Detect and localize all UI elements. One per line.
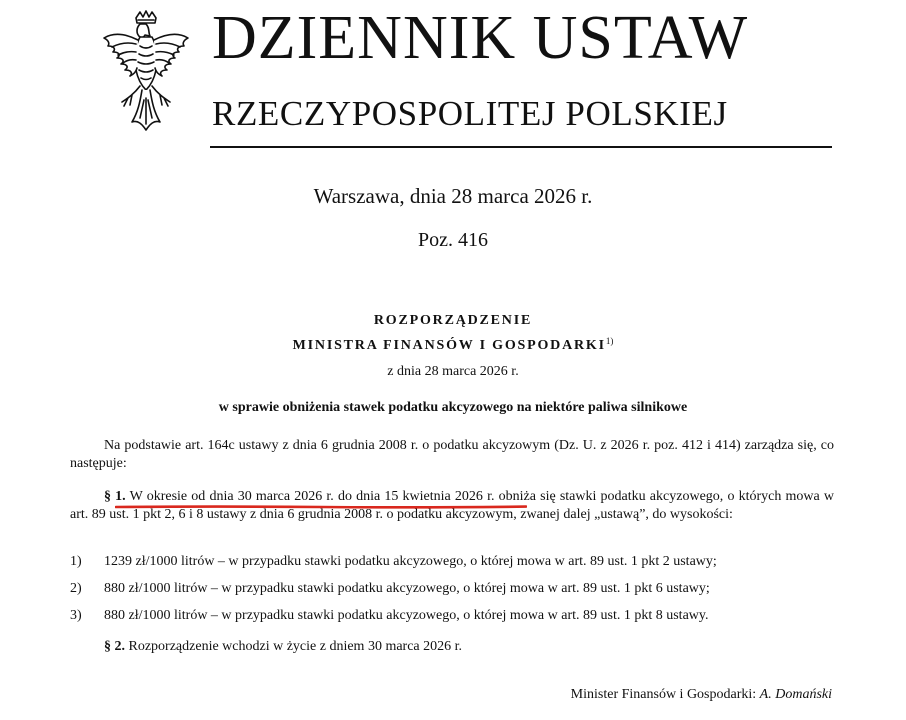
signature-name: A. Domański	[759, 687, 832, 702]
footnote-reference: 1)	[605, 336, 614, 346]
journal-subtitle: RZECZYPOSPOLITEJ POLSKIEJ	[212, 94, 728, 133]
list-item-text: 880 zł/1000 litrów – w przypadku stawki podatku akcyzowego, o której mowa w art. 89 ust. 1 pkt 6 ustawy;	[104, 581, 710, 596]
section-2	[104, 638, 462, 656]
list-item-number: 2)	[70, 581, 82, 596]
section-2-text: Rozporządzenie wchodzi w życie z dniem 30 marca 2026 r.	[128, 639, 463, 654]
publication-position: Poz. 416	[418, 229, 488, 251]
section-2-marker: § 2.	[104, 639, 125, 654]
publication-date: Warszawa, dnia 28 marca 2026 r.	[313, 184, 593, 208]
section-1-highlighted-period: W okresie od dnia 30 marca 2026 r. do dnia 15 kwietnia 2026 r.	[129, 489, 495, 504]
signature-title: Minister Finansów i Gospodarki:	[570, 687, 757, 702]
red-underline-annotation	[115, 504, 527, 510]
signature	[571, 687, 832, 703]
section-1-text: obniża się stawki podatku akcyzowego, o których mowa w art. 89 ust. 1 pkt 2, 6 i 8 ustawy z dnia 6 grudnia 2008 r. o podatku akcyzowym, zwanej dalej „ustawą”, do wysokości:	[70, 489, 835, 522]
list-item-text: 880 zł/1000 litrów – w przypadku stawki podatku akcyzowego, o której mowa w art. 89 ust. 1 pkt 8 ustawy.	[104, 608, 709, 623]
header-divider	[210, 146, 832, 148]
list-item-text: 1239 zł/1000 litrów – w przypadku stawki podatku akcyzowego, o której mowa w art. 89 ust. 1 pkt 2 ustawy;	[104, 554, 717, 569]
list-item-number: 3)	[70, 608, 82, 623]
regulation-issuer	[0, 336, 906, 354]
regulation-subject: w sprawie obniżenia stawek podatku akcyzowego na niektóre paliwa silnikowe	[218, 400, 688, 415]
regulation-type: ROZPORZĄDZENIE	[373, 313, 533, 328]
list-item-number: 1)	[70, 554, 82, 569]
polish-eagle-emblem-icon	[100, 10, 192, 138]
journal-title: DZIENNIK USTAW	[212, 4, 749, 72]
regulation-issuer-text: MINISTRA FINANSÓW I GOSPODARKI	[292, 338, 606, 353]
regulation-date: z dnia 28 marca 2026 r.	[387, 364, 519, 379]
intro-paragraph: Na podstawie art. 164c ustawy z dnia 6 grudnia 2008 r. o podatku akcyzowym (Dz. U. z 2026 r. poz. 412 i 414) zarządza się, co następuje:	[70, 438, 834, 471]
section-1-marker: § 1.	[104, 489, 126, 504]
